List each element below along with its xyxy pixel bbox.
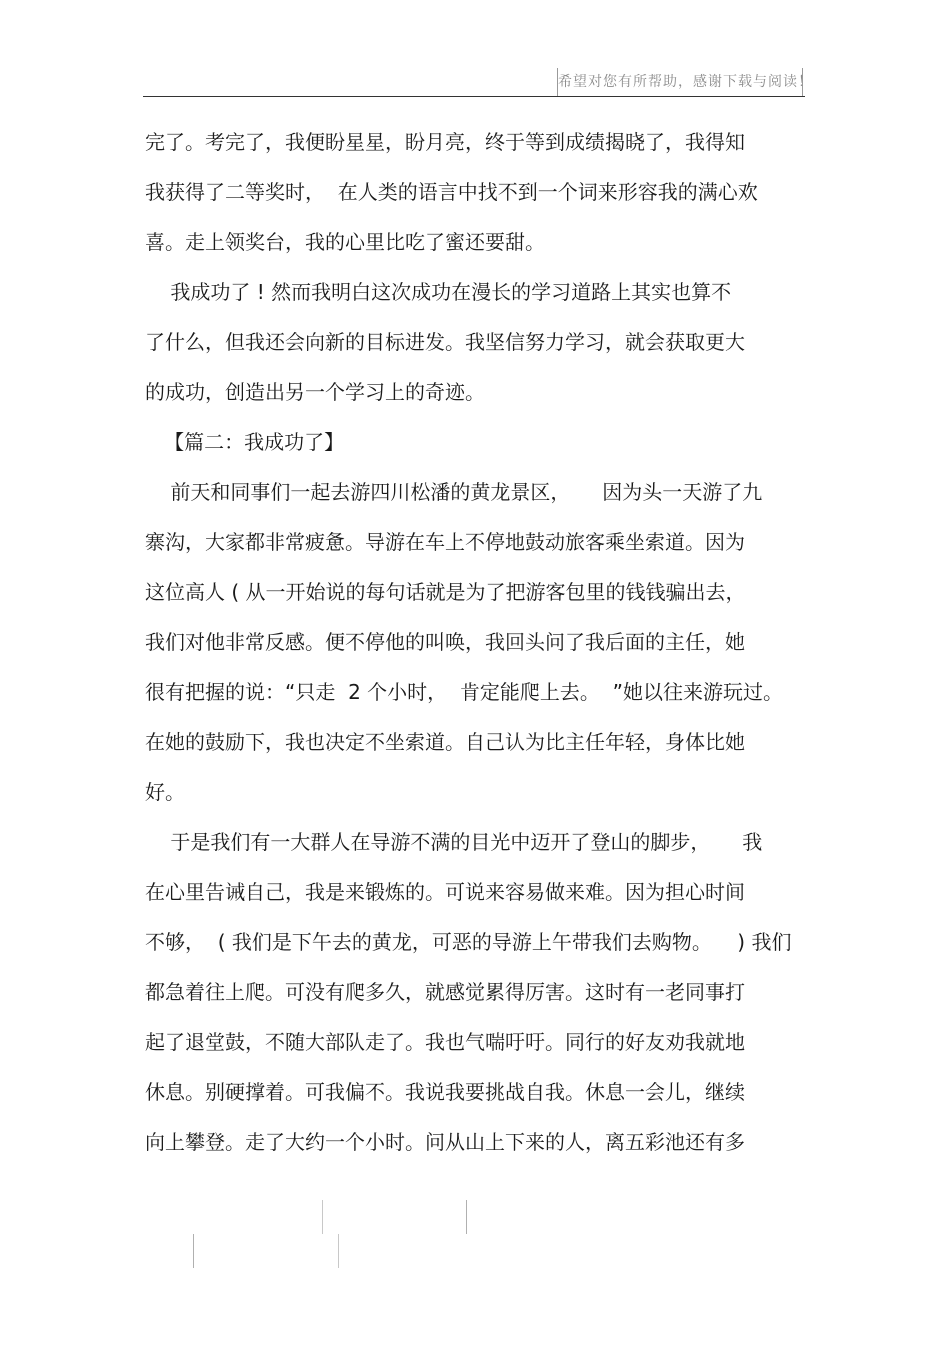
body-line: 我们对他非常反感。便不停他的叫唤，我回头问了我后面的主任，她 (145, 630, 745, 654)
scan-mark (193, 1234, 194, 1268)
header-tagline: 希望对您有所帮助，感谢下载与阅读！ (557, 68, 803, 96)
body-line: 前天和同事们一起去游四川松潘的黄龙景区， 因为头一天游了九 (145, 480, 763, 504)
scan-mark (466, 1200, 467, 1234)
body-line: 在心里告诫自己，我是来锻炼的。可说来容易做来难。因为担心时间 (145, 880, 745, 904)
body-line: 我获得了二等奖时， 在人类的语言中找不到一个词来形容我的满心欢 (145, 180, 758, 204)
body-line: 这位高人 ( 从一开始说的每句话就是为了把游客包里的钱钱骗出去， (145, 580, 746, 604)
scan-mark (322, 1200, 323, 1234)
body-line: 完了。考完了，我便盼星星，盼月亮，终于等到成绩揭晓了，我得知 (145, 130, 745, 154)
body-line: 喜。走上领奖台，我的心里比吃了蜜还要甜。 (145, 230, 545, 254)
body-line: 不够， ( 我们是下午去的黄龙，可恶的导游上午带我们去购物。 ) 我们 (145, 930, 792, 954)
header-rule (143, 96, 805, 97)
body-line: 休息。别硬撑着。可我偏不。我说我要挑战自我。休息一会儿，继续 (145, 1080, 745, 1104)
body-line: 都急着往上爬。可没有爬多久，就感觉累得厉害。这时有一老同事打 (145, 980, 745, 1004)
body-line: 寨沟，大家都非常疲惫。导游在车上不停地鼓动旅客乘坐索道。因为 (145, 530, 745, 554)
body-line: 了什么，但我还会向新的目标进发。我坚信努力学习，就会获取更大 (145, 330, 745, 354)
body-line: 起了退堂鼓，不随大部队走了。我也气喘吁吁。同行的好友劝我就地 (145, 1030, 745, 1054)
body-line: 于是我们有一大群人在导游不满的目光中迈开了登山的脚步， 我 (145, 830, 763, 854)
body-line: 很有把握的说：“只走 2 个小时， 肯定能爬上去。 ”她以往来游玩过。 (145, 680, 783, 704)
scan-mark (338, 1234, 339, 1268)
body-line: 好。 (145, 780, 185, 804)
section-heading: 【篇二：我成功了】 (145, 430, 345, 454)
body-line: 的成功，创造出另一个学习上的奇迹。 (145, 380, 485, 404)
body-line: 我成功了 ! 然而我明白这次成功在漫长的学习道路上其实也算不 (145, 280, 732, 304)
body-line: 向上攀登。走了大约一个小时。问从山上下来的人，离五彩池还有多 (145, 1130, 745, 1154)
body-line: 在她的鼓励下，我也决定不坐索道。自己认为比主任年轻，身体比她 (145, 730, 745, 754)
